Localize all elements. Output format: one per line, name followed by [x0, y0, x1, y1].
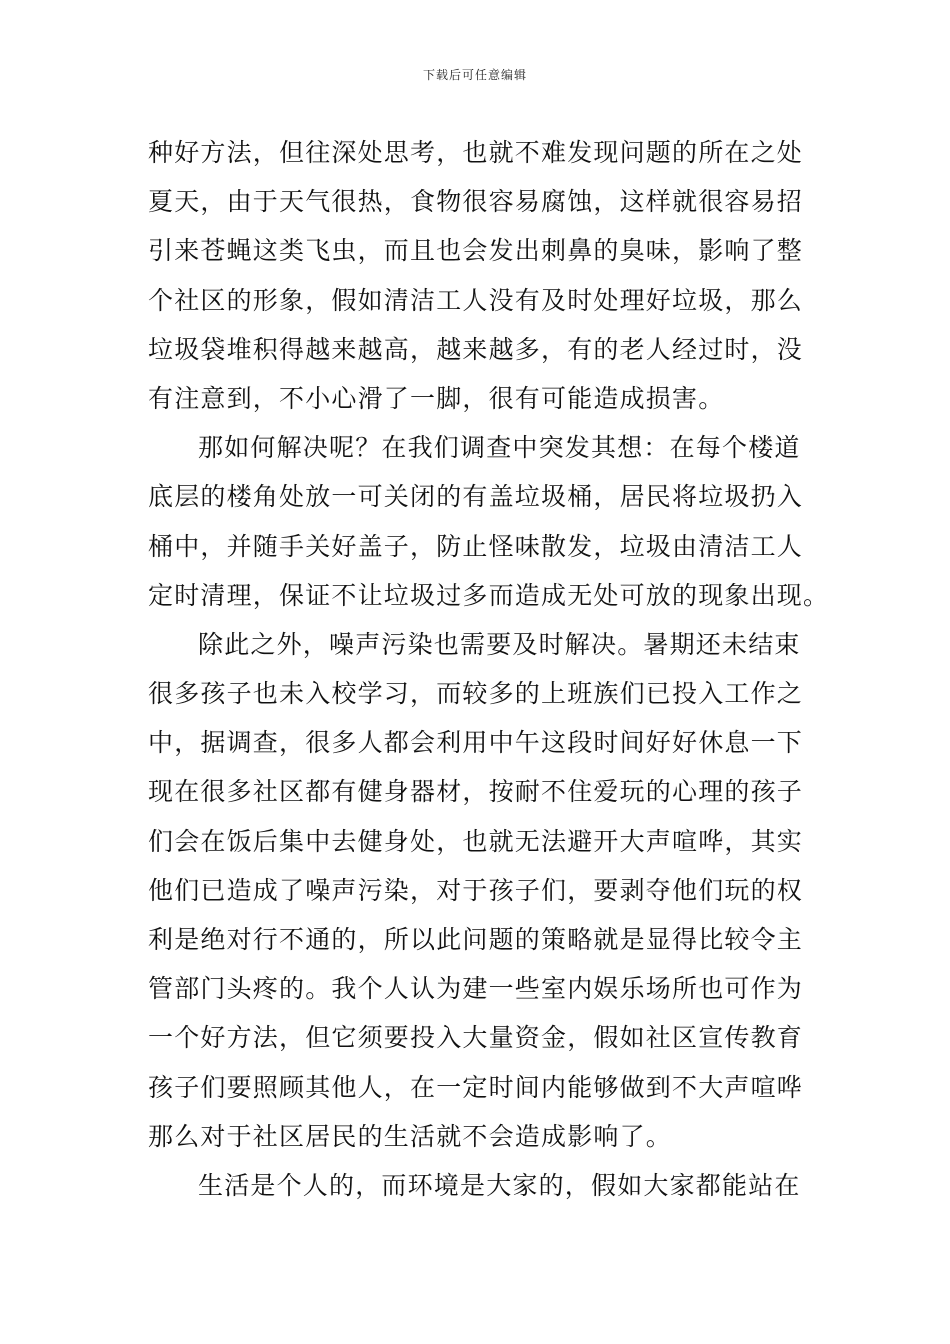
text-line: 很多孩子也未入校学习，而较多的上班族们已投入工作之 [148, 679, 804, 709]
text-line: 中，据调查，很多人都会利用中午这段时间好好休息一下 [148, 728, 804, 758]
text-line: 孩子们要照顾其他人，在一定时间内能够做到不大声喧哗 [148, 1072, 804, 1102]
text-line: 管部门头疼的。我个人认为建一些室内娱乐场所也可作为 [148, 974, 804, 1004]
text-line: 种好方法，但往深处思考，也就不难发现问题的所在之处 [148, 138, 804, 167]
text-line: 生活是个人的，而环境是大家的，假如大家都能站在 [198, 1170, 801, 1200]
text-line: 垃圾袋堆积得越来越高，越来越多，有的老人经过时，没 [148, 334, 804, 364]
text-line: 定时清理，保证不让垃圾过多而造成无处可放的现象出现。 [148, 580, 830, 610]
text-line: 底层的楼角处放一可关闭的有盖垃圾桶，居民将垃圾扔入 [148, 482, 804, 512]
text-line: 个社区的形象，假如清洁工人没有及时处理好垃圾，那么 [148, 285, 804, 315]
text-line: 现在很多社区都有健身器材，按耐不住爱玩的心理的孩子 [148, 777, 804, 807]
text-line: 引来苍蝇这类飞虫，而且也会发出刺鼻的臭味，影响了整 [148, 236, 804, 266]
text-line: 那如何解决呢？在我们调查中突发其想：在每个楼道 [198, 433, 801, 463]
header-note: 下载后可任意编辑 [422, 68, 527, 82]
text-line: 桶中，并随手关好盖子，防止怪味散发，垃圾由清洁工人 [148, 531, 804, 561]
text-line: 一个好方法，但它须要投入大量资金，假如社区宣传教育 [148, 1023, 804, 1053]
text-line: 们会在饭后集中去健身处，也就无法避开大声喧哗，其实 [148, 826, 804, 856]
text-line: 有注意到，不小心滑了一脚，很有可能造成损害。 [148, 383, 725, 413]
text-line: 那么对于社区居民的生活就不会造成影响了。 [148, 1121, 673, 1151]
text-line: 他们已造成了噪声污染，对于孩子们，要剥夺他们玩的权 [148, 875, 804, 905]
text-line: 利是绝对行不通的，所以此问题的策略就是显得比较令主 [148, 925, 804, 954]
text-line: 夏天，由于天气很热，食物很容易腐蚀，这样就很容易招 [148, 187, 804, 217]
document-body [148, 128, 830, 1210]
text-line: 除此之外，噪声污染也需要及时解决。暑期还未结束 [198, 629, 801, 659]
